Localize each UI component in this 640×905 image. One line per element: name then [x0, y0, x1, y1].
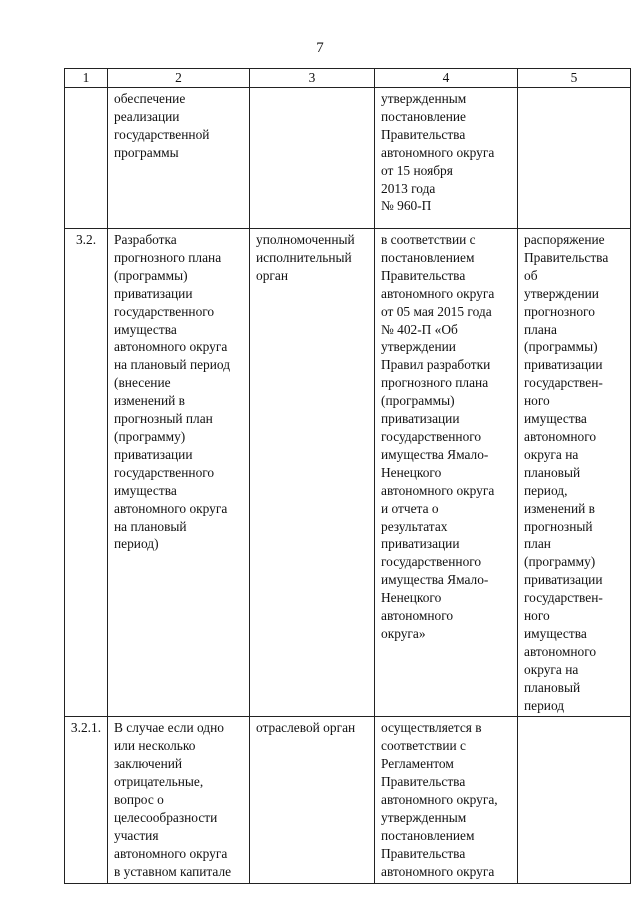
table-header-row [65, 69, 631, 88]
table-row [65, 229, 631, 717]
executor-cell [250, 229, 375, 717]
basis-cell [375, 88, 518, 229]
column-header-5: 5 [518, 69, 631, 88]
plan-table [64, 68, 631, 884]
row-number-cell [65, 229, 108, 717]
row-number-cell [65, 88, 108, 229]
column-header-1: 1 [65, 69, 108, 88]
result-cell [518, 88, 631, 229]
basis-text: утвержденным постановление Правительства автономного округа от 15 ноября 2013 года № 960-П [381, 91, 495, 214]
row-number: 3.2. [75, 232, 97, 247]
executor-text: уполномоченный исполнительный орган [256, 232, 355, 283]
table-row [65, 717, 631, 883]
activity-cell [108, 717, 250, 883]
executor-cell [250, 88, 375, 229]
executor-cell [250, 717, 375, 883]
row-number-cell [65, 717, 108, 883]
activity-text: В случае если одно или несколько заключений отрицательные, вопрос о целесообразности участия автономного округа в уставном капитале [114, 720, 232, 879]
activity-cell [108, 229, 250, 717]
result-text: распоряжение Правительства об утверждении прогнозного плана (программы) приватизации государствен- ного имущества автономного округа на плановый период, изменений в прогнозный план (программу) приватизации государствен- ного имущества автономного округа на плановый период [524, 232, 609, 713]
table-row [65, 88, 631, 229]
basis-cell [375, 229, 518, 717]
basis-text: в соответствии с постановлением Правительства автономного округа от 05 мая 2015 года № 402-П «Об утверждении Правил разработки прогнозного плана (программы) приватизации государственного имущества Ямало- Ненецкого автономного округа и отчета о результатах приватизации государственного имущества Ямало- Ненецкого автономного округа» [381, 232, 495, 641]
page-number: 7 [316, 40, 324, 56]
row-number: 3.2.1. [70, 720, 102, 736]
column-header-3: 3 [250, 69, 375, 88]
activity-text: Разработка прогнозного плана (программы) приватизации государственного имущества автономного округа на плановый период (внесение изменений в прогнозный план (программу) приватизации государственного имущества автономного округа на плановый период) [114, 232, 231, 552]
result-cell [518, 717, 631, 883]
column-header-2: 2 [108, 69, 250, 88]
result-cell [518, 229, 631, 717]
column-header-4: 4 [375, 69, 518, 88]
executor-text: отраслевой орган [256, 720, 356, 736]
activity-text: обеспечение реализации государственной программы [114, 91, 210, 160]
basis-text: осуществляется в соответствии с Регламентом Правительства автономного округа, утвержденным постановлением Правительства автономного округа [381, 720, 498, 879]
activity-cell [108, 88, 250, 229]
basis-cell [375, 717, 518, 883]
